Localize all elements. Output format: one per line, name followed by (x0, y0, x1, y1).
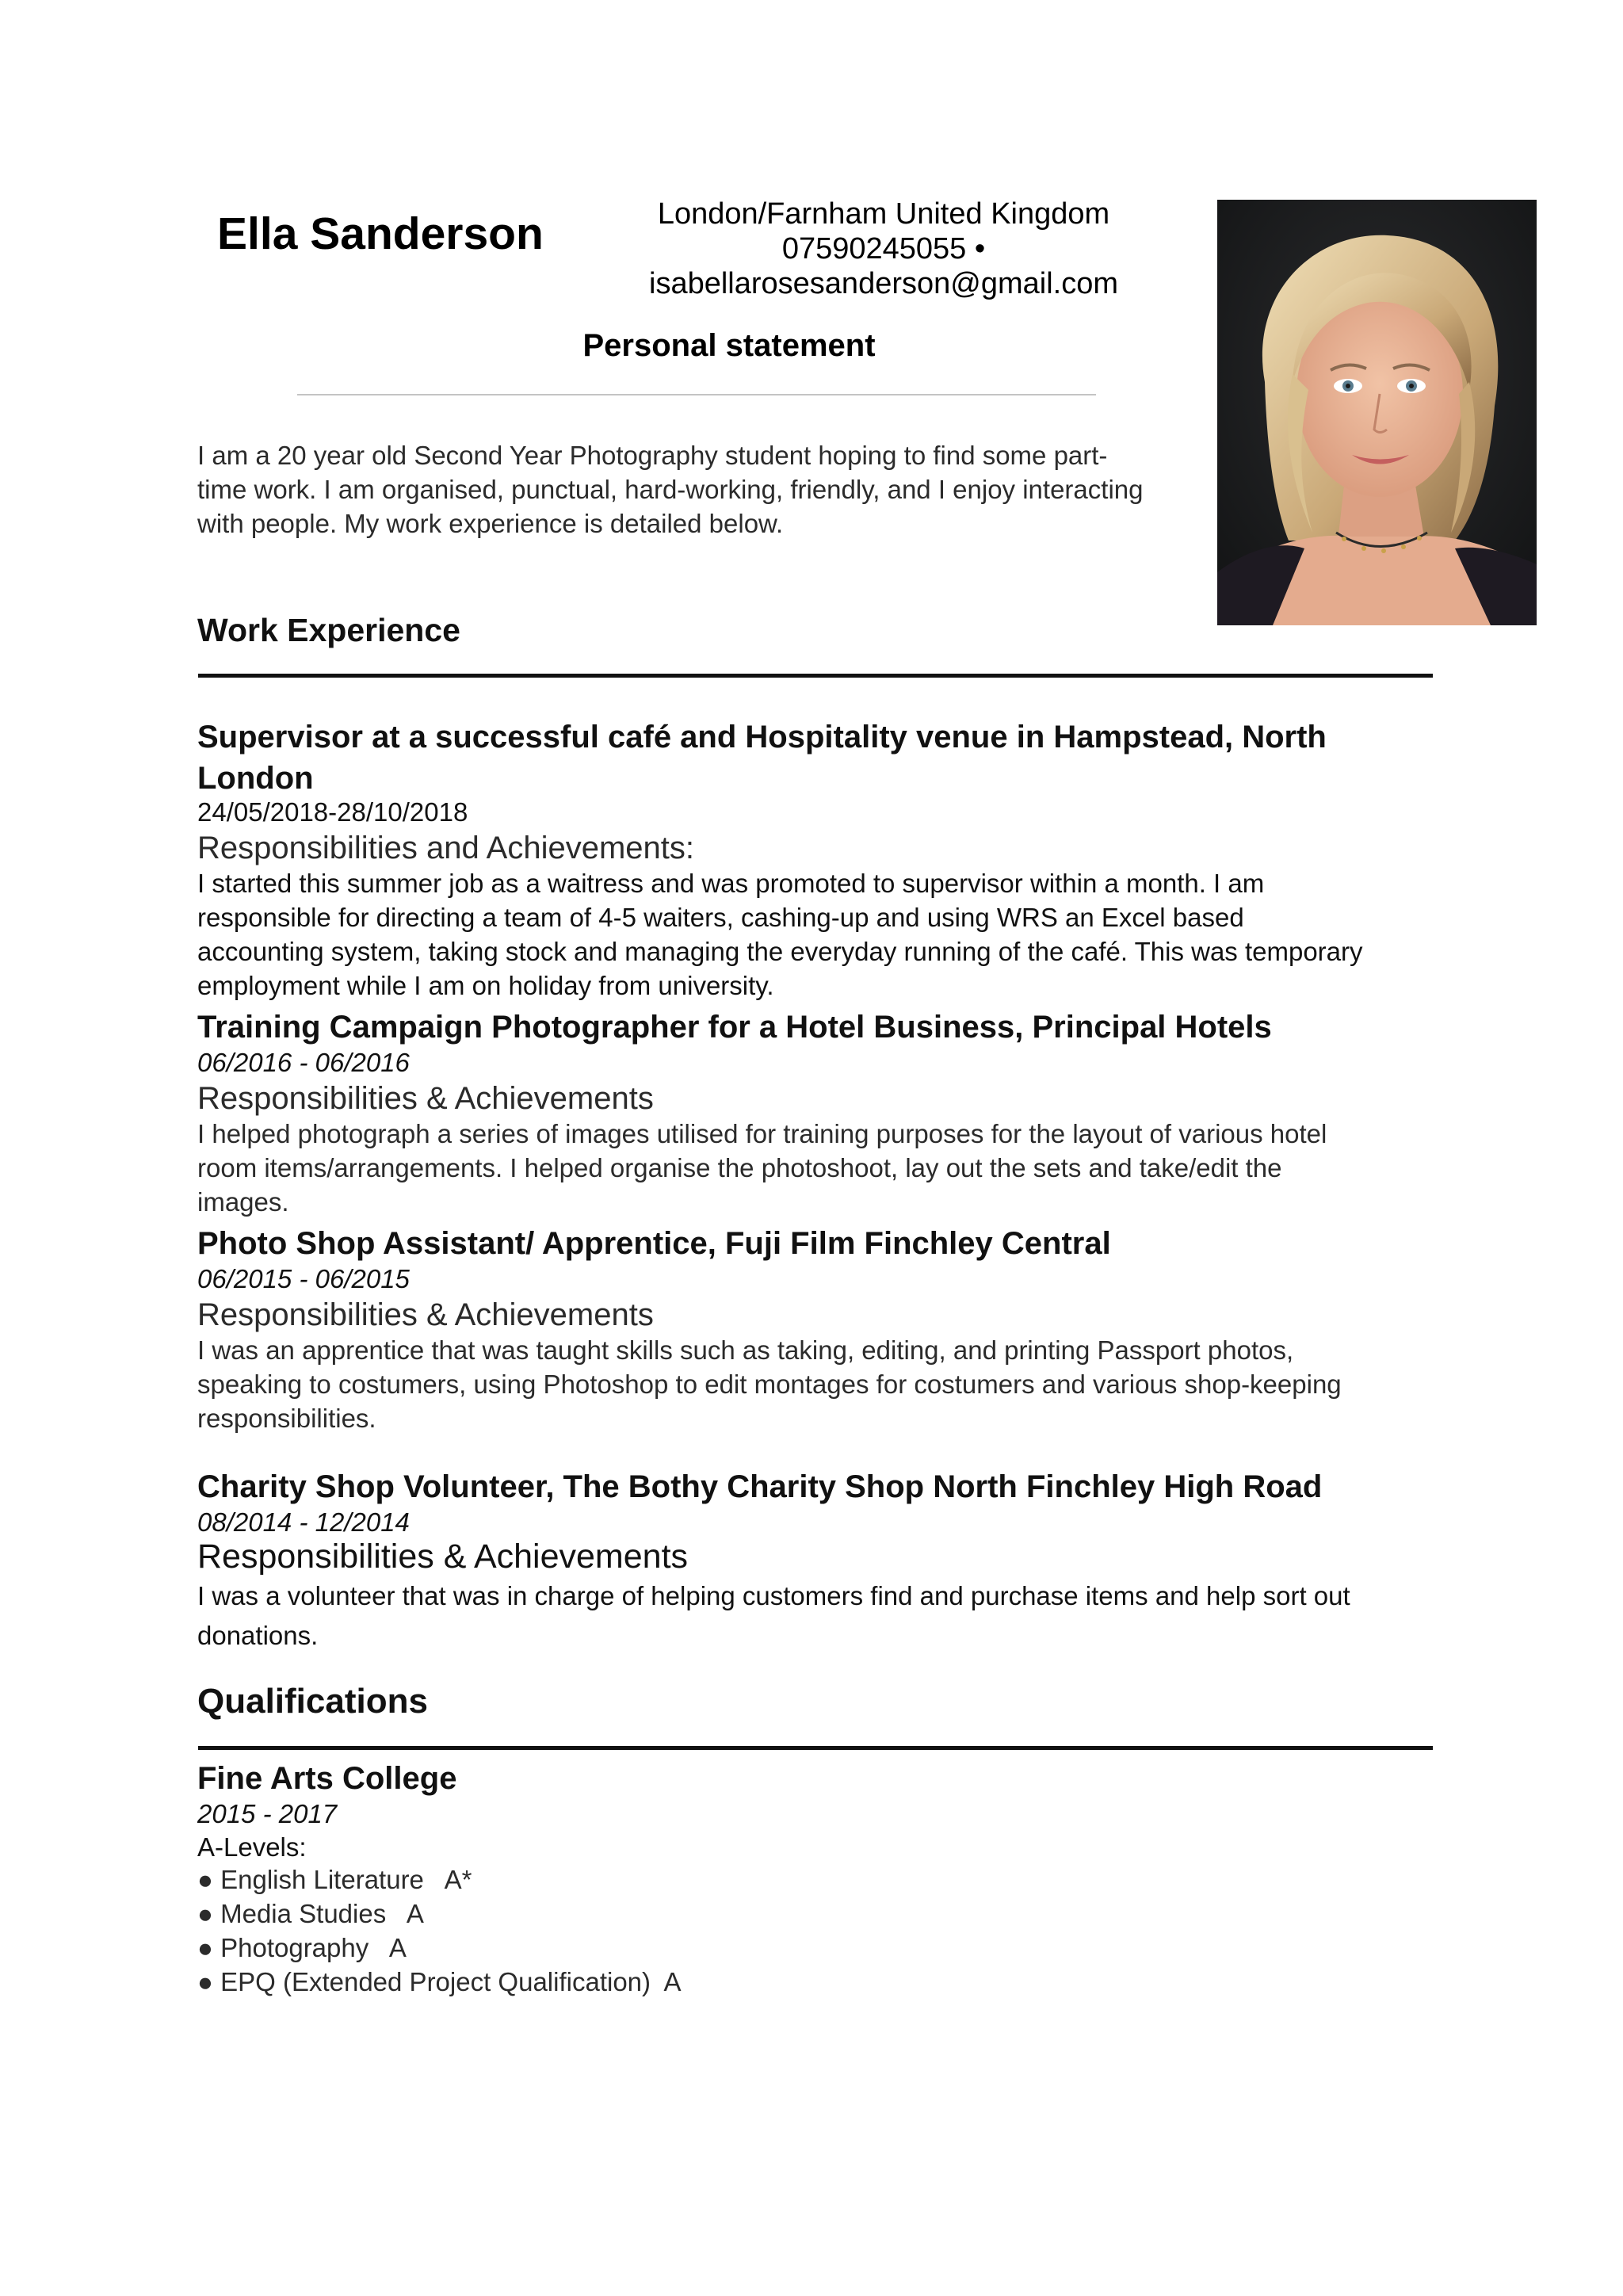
job-title-line: Supervisor at a successful café and Hospitality venue in Hampstead, North (197, 720, 1327, 755)
responsibilities-label: Responsibilities & Achievements (197, 1297, 654, 1332)
job-description-line: speaking to costumers, using Photoshop to edit montages for costumers and various shop-keeping (197, 1370, 1342, 1399)
job-description-line: accounting system, taking stock and managing the everyday running of the café. This was temporary (197, 937, 1363, 966)
personal-statement-text (197, 438, 1196, 541)
statement-line: I am a 20 year old Second Year Photography student hoping to find some part- (197, 441, 1108, 470)
statement-divider (297, 394, 1096, 395)
email-text: isabellarosesanderson@gmail.com (649, 267, 1118, 300)
job-title (197, 1466, 1449, 1507)
job-description (197, 1576, 1449, 1656)
job-description (197, 1333, 1449, 1435)
grade-item: ● EPQ (Extended Project Qualification) A (197, 1967, 682, 1996)
responsibilities-label: Responsibilities and Achievements: (197, 831, 695, 865)
contact-block (602, 197, 1165, 301)
job-description (197, 1117, 1449, 1219)
job-title-line: Photo Shop Assistant/ Apprentice, Fuji Film Finchley Central (197, 1226, 1111, 1261)
location-text: London/Farnham United Kingdom (657, 197, 1110, 231)
work-experience-heading: Work Experience (197, 612, 460, 648)
statement-line: time work. I am organised, punctual, hard-working, friendly, and I enjoy interacting (197, 475, 1144, 504)
job-title (197, 1007, 1449, 1048)
candidate-name: Ella Sanderson (217, 208, 544, 259)
qualification-entry (197, 1758, 682, 1999)
grade-item: ● English Literature A* (197, 1865, 472, 1894)
statement-line: with people. My work experience is detailed below. (197, 509, 784, 538)
responsibilities-label: Responsibilities & Achievements (197, 1081, 654, 1116)
job-description-line: images. (197, 1187, 289, 1217)
personal-statement-heading: Personal statement (582, 328, 876, 363)
work-experience-divider (198, 674, 1433, 678)
job-title (197, 1223, 1449, 1264)
job-description-line: room items/arrangements. I helped organise the photoshoot, lay out the sets and take/edit the (197, 1153, 1282, 1182)
institution-name: Fine Arts College (197, 1761, 457, 1796)
job-dates: 08/2014 - 12/2014 (197, 1507, 410, 1537)
job-title-line: London (197, 761, 314, 796)
job-dates: 24/05/2018-28/10/2018 (197, 797, 468, 827)
grades-list (197, 1862, 682, 1999)
job-description-line: I helped photograph a series of images utilised for training purposes for the layout of various hotel (197, 1119, 1327, 1148)
phone-text: 07590245055 • (781, 232, 986, 266)
job-description (197, 866, 1449, 1003)
qualifications-heading: Qualifications (197, 1682, 428, 1721)
job-entry (197, 1007, 1449, 1219)
job-title-line: Charity Shop Volunteer, The Bothy Charity Shop North Finchley High Road (197, 1469, 1323, 1504)
job-description-line: responsible for directing a team of 4-5 waiters, cashing-up and using WRS an Excel based (197, 903, 1244, 932)
job-description-line: I was an apprentice that was taught skills such as taking, editing, and printing Passport photos, (197, 1335, 1294, 1365)
grade-item: ● Photography A (197, 1933, 407, 1962)
qualification-dates: 2015 - 2017 (197, 1799, 338, 1828)
job-description-line: responsibilities. (197, 1404, 376, 1433)
job-entry (197, 716, 1449, 1003)
job-title-line: Training Campaign Photographer for a Hotel Business, Principal Hotels (197, 1010, 1272, 1045)
qualifications-divider (198, 1746, 1433, 1750)
job-dates: 06/2015 - 06/2015 (197, 1264, 410, 1293)
job-entry (197, 1223, 1449, 1435)
grade-item: ● Media Studies A (197, 1899, 424, 1928)
responsibilities-label: Responsibilities & Achievements (197, 1538, 689, 1576)
job-dates: 06/2016 - 06/2016 (197, 1048, 410, 1077)
job-description-line: donations. (197, 1621, 319, 1650)
job-title (197, 716, 1449, 799)
qualification-subtitle: A-Levels: (197, 1832, 307, 1862)
profile-photo (1217, 200, 1537, 625)
job-entry (197, 1466, 1449, 1656)
job-description-line: employment while I am on holiday from university. (197, 971, 774, 1000)
job-description-line: I was a volunteer that was in charge of helping customers find and purchase items and help sort out (197, 1581, 1350, 1610)
job-description-line: I started this summer job as a waitress and was promoted to supervisor within a month. I am (197, 869, 1265, 898)
